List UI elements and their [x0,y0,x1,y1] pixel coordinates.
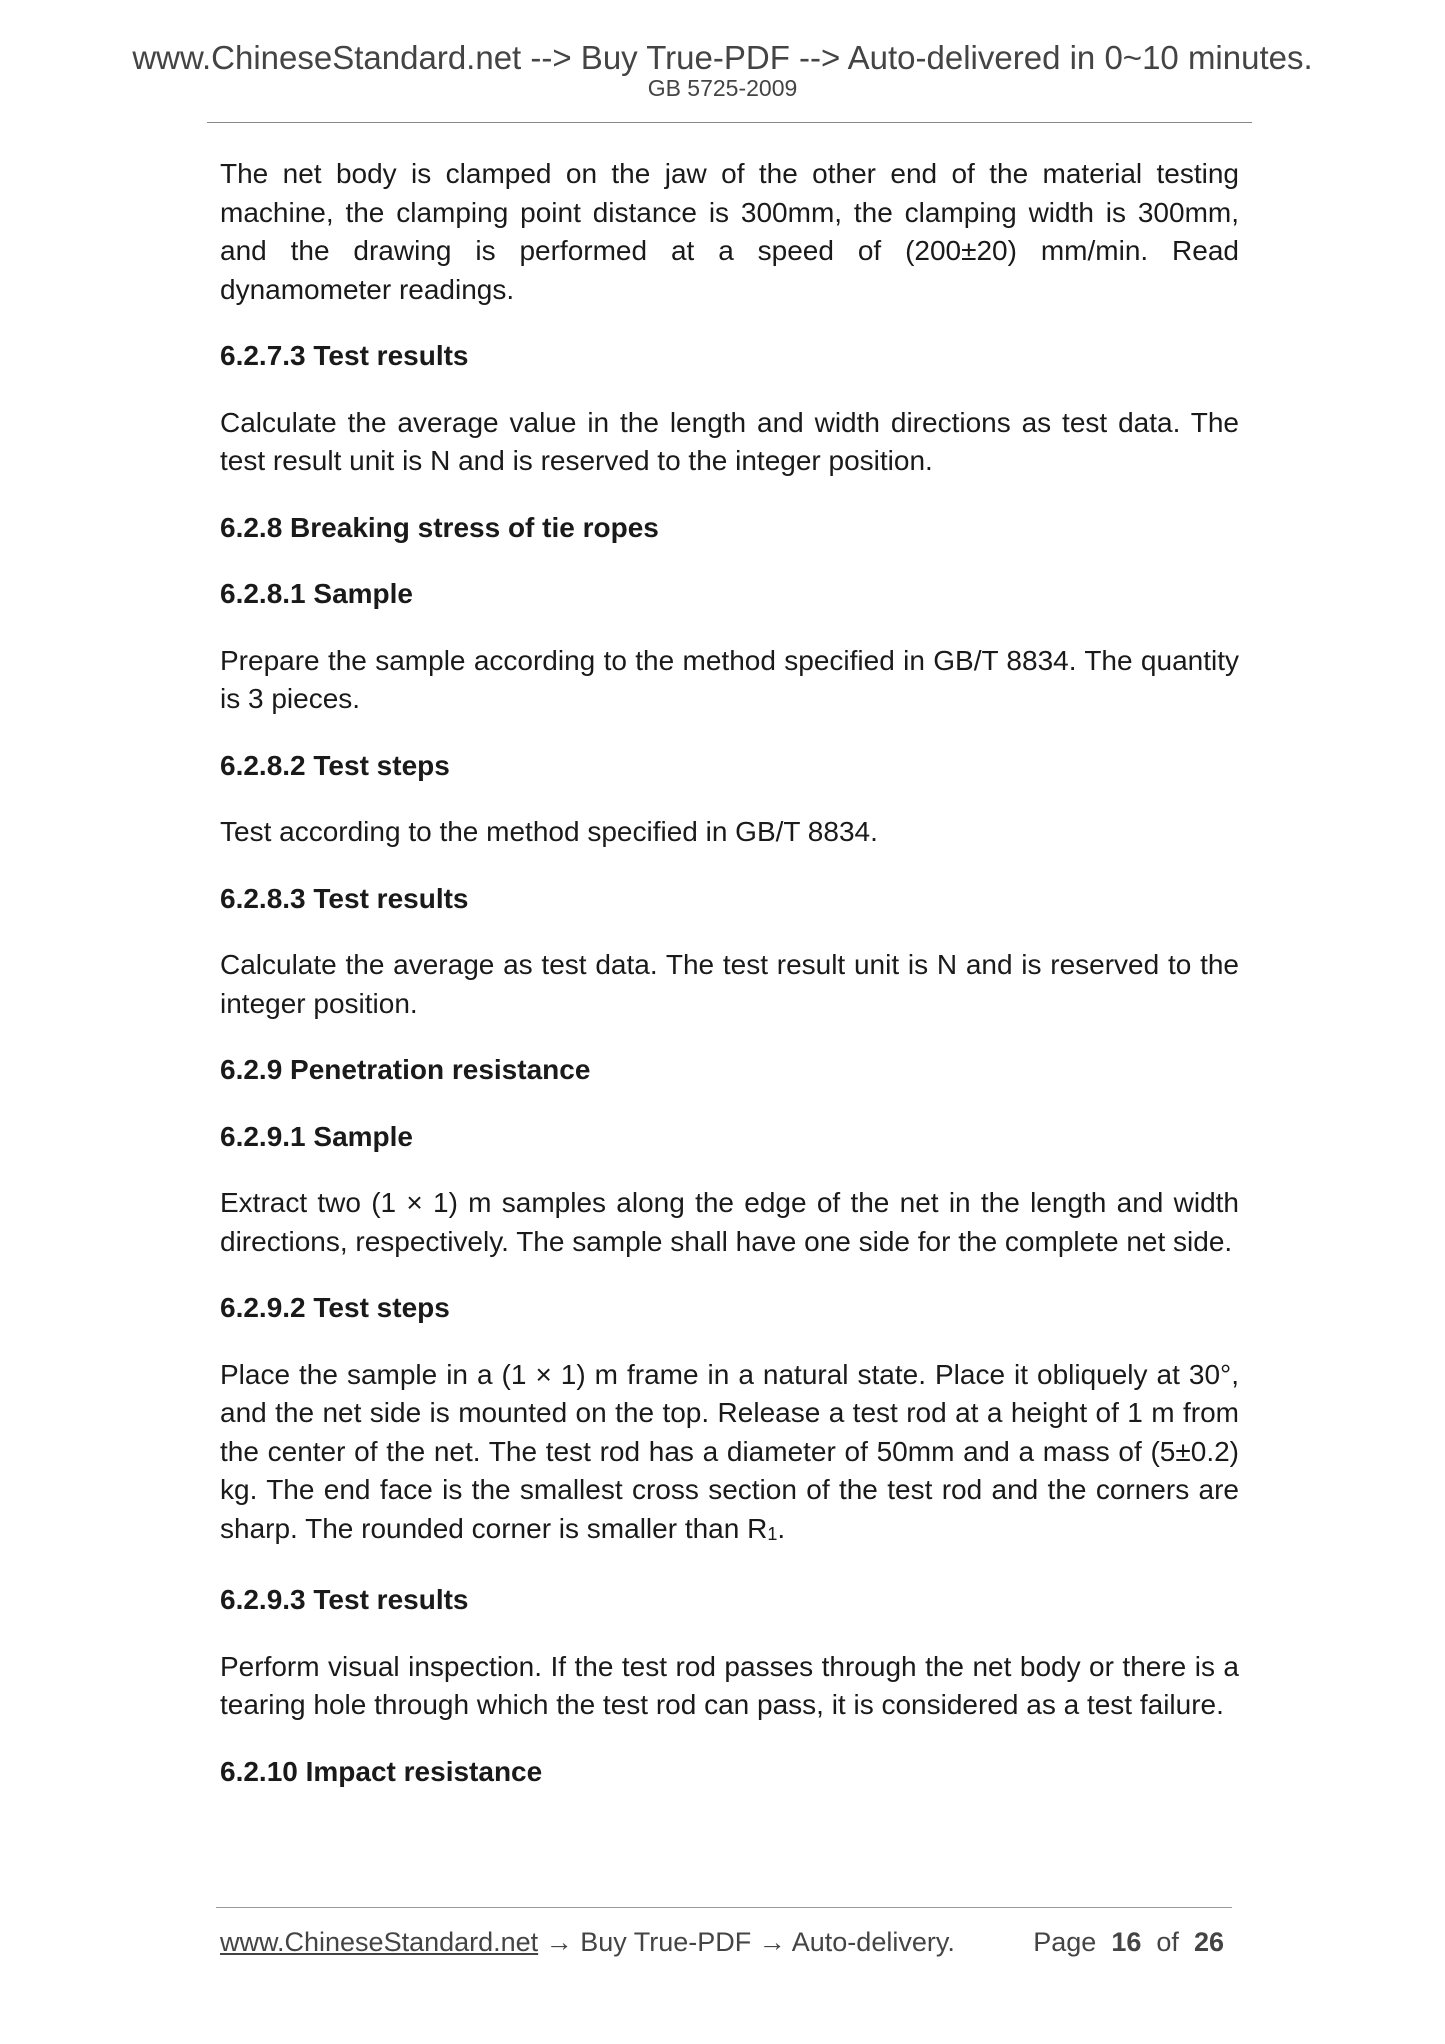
paragraph-prepare-sample: Prepare the sample according to the method specified in GB/T 8834. The quantity is 3 pieces. [220,644,1239,714]
heading-6-2-8-1: 6.2.8.1 Sample [220,578,414,609]
footer-site-link[interactable]: www.ChineseStandard.net [220,1927,539,1957]
paragraph-place-sample-end: . [777,1512,786,1544]
paragraph-extract-samples: Extract two (1 × 1) m samples along the edge of the net in the length and width directions, respectively. The sample shall have one side for the complete net side. [220,1187,1239,1257]
heading-6-2-7-3: 6.2.7.3 Test results [220,340,469,371]
paragraph-test-method: Test according to the method specified in GB/T 8834. [220,816,878,847]
heading-6-2-10: 6.2.10 Impact resistance [220,1755,543,1787]
paragraph-place-sample [220,1356,1239,1554]
footer-links [220,1924,955,1960]
footer-delivery-text: Auto-delivery. [791,1927,955,1957]
paragraph-visual-inspection: Perform visual inspection. If the test rod passes through the net body or there is a tearing hole through which the test rod can pass, it is considered as a test failure. [220,1650,1239,1720]
total-pages: 26 [1193,1927,1224,1957]
page-content [220,155,1239,1819]
paragraph-average-test-data: Calculate the average as test data. The test result unit is N and is reserved to the integer position. [220,949,1239,1019]
current-page: 16 [1111,1927,1142,1957]
header-divider [207,122,1252,123]
paragraph-place-sample-text: Place the sample in a (1 × 1) m frame in a natural state. Place it obliquely at 30°, and the net side is mounted on the top. Release a test rod at a height of 1 m from the center of the net. The test rod has a diameter of 50mm and a mass of (5±0.2) kg. The end face is the smallest cross section of the test rod and the corners are sharp. The rounded corner is smaller than R [220,1358,1239,1544]
paragraph-average-length-width: Calculate the average value in the length and width directions as test data. The test result unit is N and is reserved to the integer position. [220,406,1239,476]
document-id: GB 5725-2009 [647,75,798,101]
heading-6-2-9-2: 6.2.9.2 Test steps [220,1292,450,1323]
footer-divider [216,1907,1232,1908]
page-label: Page [1033,1927,1097,1957]
page-number [1033,1924,1224,1960]
heading-6-2-8: 6.2.8 Breaking stress of tie ropes [220,511,659,543]
site-banner[interactable]: www.ChineseStandard.net --> Buy True-PDF --> Auto-delivered in 0~10 minutes. [132,39,1313,76]
page-footer [220,1924,1232,1960]
footer-buy-text: Buy True-PDF [580,1927,752,1957]
heading-6-2-9-3: 6.2.9.3 Test results [220,1584,469,1615]
heading-6-2-8-3: 6.2.8.3 Test results [220,882,469,914]
of-label: of [1156,1927,1179,1957]
arrow-right-icon: → [538,1927,581,1957]
heading-6-2-9-1: 6.2.9.1 Sample [220,1120,414,1152]
subscript-radius: 1 [767,1523,778,1544]
heading-6-2-9: 6.2.9 Penetration resistance [220,1054,591,1085]
arrow-right-icon: → [751,1927,792,1957]
heading-6-2-8-2: 6.2.8.2 Test steps [220,749,450,781]
paragraph-clamping: The net body is clamped on the jaw of the other end of the material testing machine, the clamping point distance is 300mm, the clamping width is 300mm, and the drawing is performed at a speed of (200±20) mm/min. Read dynamometer readings. [220,158,1239,305]
